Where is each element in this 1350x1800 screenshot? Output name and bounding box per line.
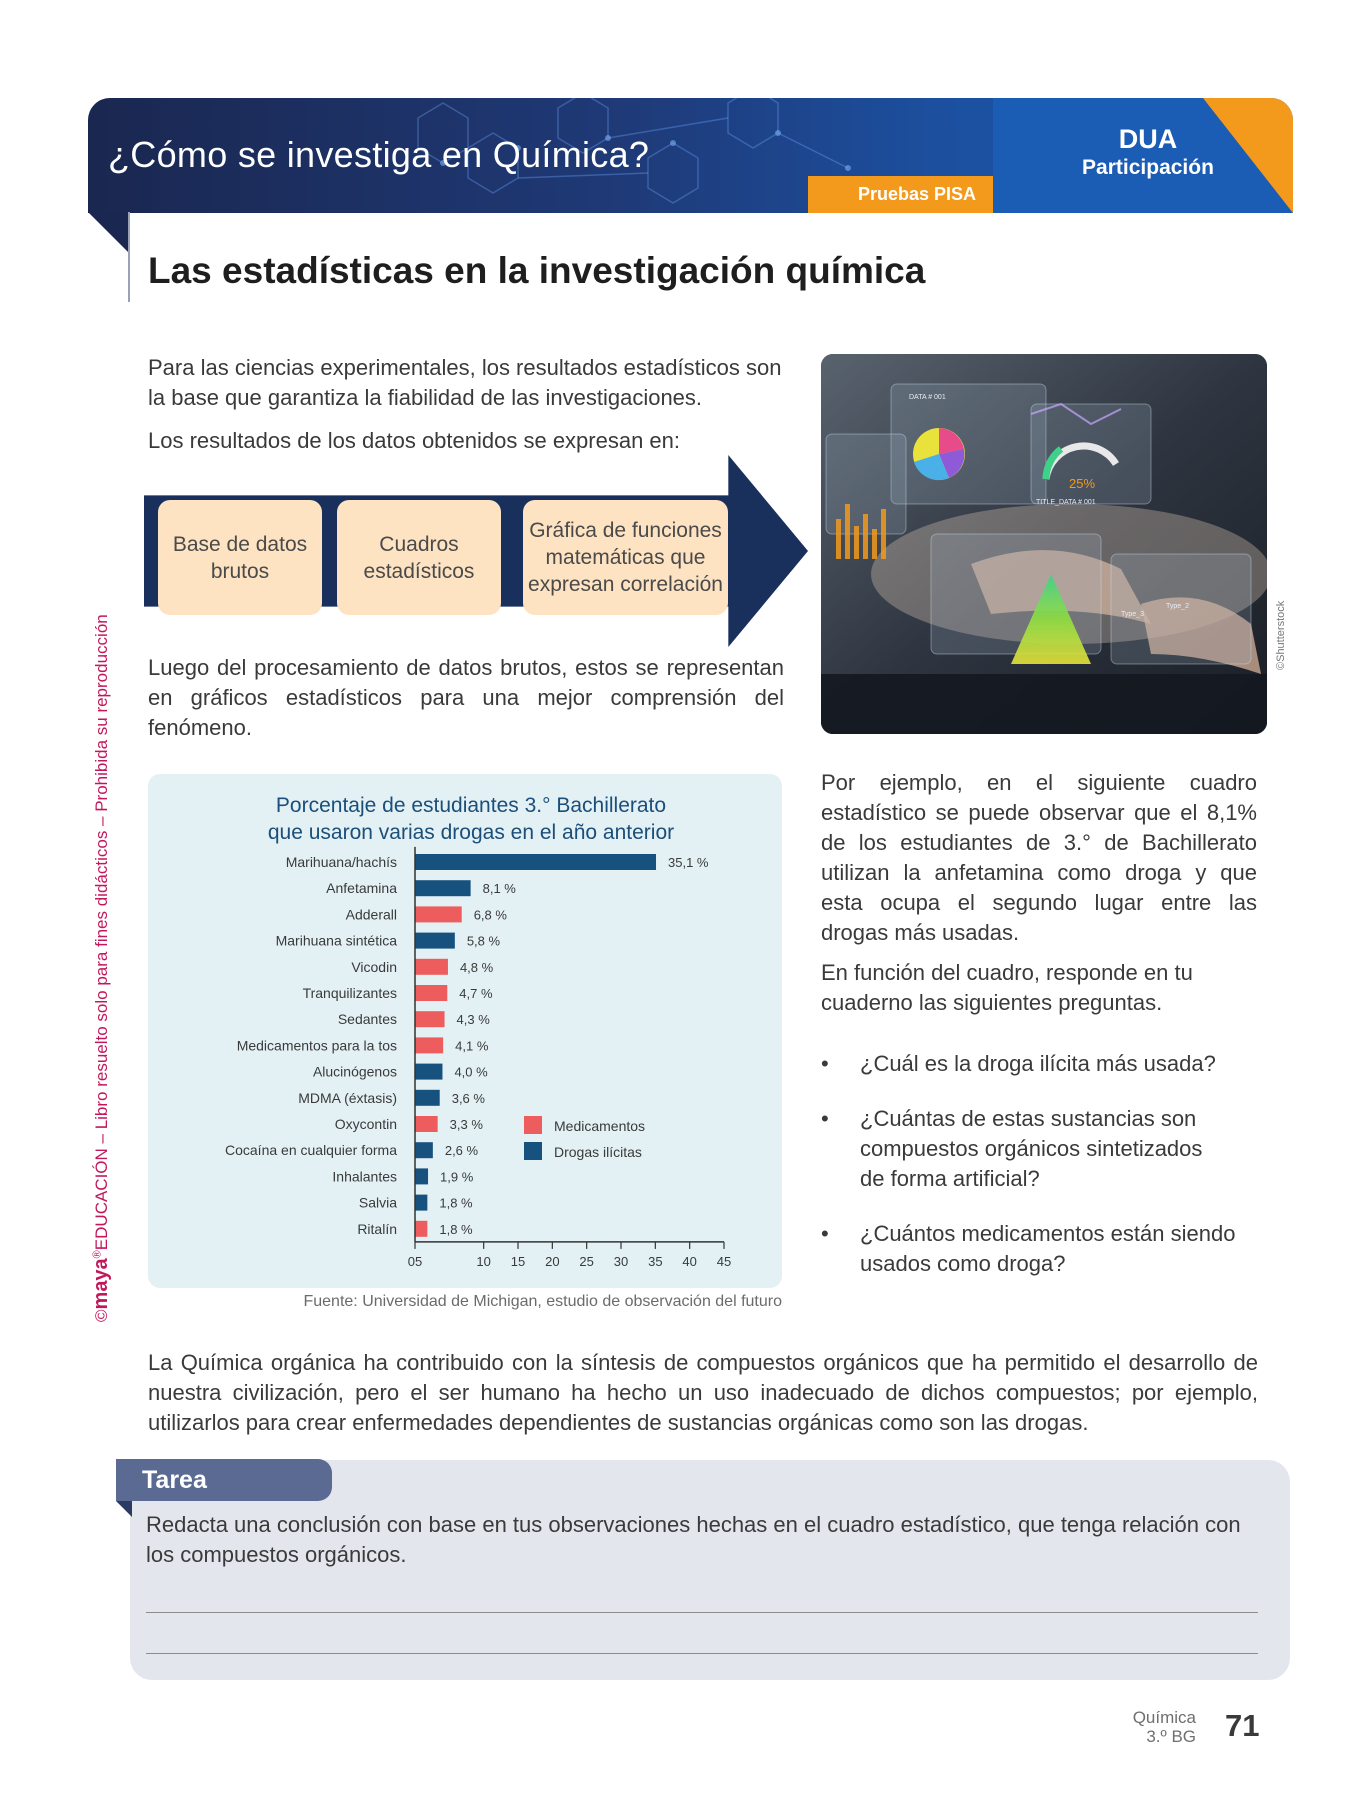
chart-bar <box>415 1195 427 1211</box>
chart-value-label: 1,9 % <box>440 1169 474 1185</box>
chart-value-label: 6,8 % <box>473 907 507 923</box>
copyright-notice: EDUCACIÓN – Libro resuelto solo para fines didácticos – Prohibida su reproducción <box>92 614 111 1251</box>
chart-x-tick-label: 45 <box>716 1253 732 1269</box>
header-fold <box>88 212 130 254</box>
example-paragraph: Por ejemplo, en el siguiente cuadro estadístico se puede observar que el 8,1% de los estudiantes de 3.° de Bachillerato utilizan la anfetamina como droga y que esta ocupa el segundo lugar entre las drogas más usadas. <box>821 770 1257 945</box>
chart-category-label: Vicodin <box>351 958 397 975</box>
chart-category-label: Oxycontin <box>334 1116 397 1132</box>
flow-box-graphs: Gráfica de funciones matemáticas que expresan correlación <box>523 500 728 615</box>
chart-x-tick-label: 25 <box>579 1253 594 1269</box>
chart-bar <box>415 1064 442 1080</box>
photo-screen-label-1: DATA # 001 <box>909 394 946 401</box>
chart-source: Fuente: Universidad de Michigan, estudio de observación del futuro <box>303 1293 782 1310</box>
chart-bar <box>415 1037 443 1053</box>
question-2: ¿Cuántas de estas sustancias son compuestos orgánicos sintetizados de forma artificial? <box>860 1106 1203 1191</box>
chart-bar <box>415 1221 427 1237</box>
dua-title: DUA <box>1118 124 1178 154</box>
processing-paragraph: Luego del procesamiento de datos brutos, estos se representan en gráficos estadísticos para una mejor comprensión del fenómeno. <box>148 655 784 740</box>
question-bullet: • <box>821 1051 829 1076</box>
chart-value-label: 4,8 % <box>459 959 494 975</box>
chart-bar <box>415 1142 433 1158</box>
flow-box-raw-data: Base de datos brutos <box>158 500 322 615</box>
tarea-label: Tarea <box>142 1466 207 1494</box>
chart-category-label: MDMA (éxtasis) <box>298 1089 397 1106</box>
photo-screen-label-3: Type_2 <box>1166 603 1189 610</box>
dua-subtitle: Participación <box>1082 156 1214 179</box>
tarea-instructions: Redacta una conclusión con base en tus observaciones hechas en el cuadro estadístico, que tenga relación con los compuestos orgánicos. <box>146 1512 1241 1567</box>
footer-subject-name: Química <box>1132 1708 1196 1727</box>
answer-intro-paragraph: En función del cuadro, responde en tu cuaderno las siguientes preguntas. <box>821 960 1193 1015</box>
chart-bar <box>415 985 447 1001</box>
chart-value-label: 4,7 % <box>459 986 493 1001</box>
chart-value-label: 8,1 % <box>482 881 516 897</box>
chart-x-tick-label: 30 <box>613 1253 629 1269</box>
pisa-tab-label: Pruebas PISA <box>858 184 977 204</box>
chart-bar <box>415 1116 438 1132</box>
chart-category-label: Alucinógenos <box>312 1063 397 1080</box>
chart-value-label: 3,6 % <box>451 1090 485 1106</box>
data-analytics-photo <box>821 354 1267 734</box>
intro-paragraph: Para las ciencias experimentales, los resultados estadísticos son la base que garantiza la fiabilidad de las investigaciones. <box>148 355 782 410</box>
organic-chemistry-paragraph: La Química orgánica ha contribuido con la síntesis de compuestos orgánicos que ha permitido el desarrollo de nuestra civilización, pero el ser humano ha hecho un uso inadecuado de dichos compuestos; por ejemplo, utilizarlos para crear enfermedades dependientes de sustancias orgánicas como son las drogas. <box>148 1350 1258 1435</box>
answer-line[interactable] <box>146 1653 1258 1654</box>
question-3: ¿Cuántos medicamentos están siendo usados como droga? <box>860 1221 1236 1276</box>
chart-category-label: Cocaína en cualquier forma <box>225 1142 397 1159</box>
chart-value-label: 1,8 % <box>439 1195 473 1211</box>
chart-category-label: Sedantes <box>337 1011 397 1028</box>
chart-value-label: 2,6 % <box>444 1143 479 1159</box>
chart-value-label: 4,1 % <box>455 1038 489 1054</box>
chart-title-line-2: que usaron varias drogas en el año anterior <box>267 821 675 844</box>
chart-x-tick-label: 05 <box>407 1253 423 1269</box>
chart-bar <box>415 959 448 975</box>
question-bullet: • <box>821 1106 829 1131</box>
chart-legend-label: Drogas ilícitas <box>554 1144 642 1160</box>
chart-x-tick-label: 20 <box>545 1253 560 1269</box>
photo-gauge-label: 25% <box>1069 476 1096 491</box>
brand-maya: maya <box>90 1258 112 1310</box>
header-banner <box>88 98 1293 213</box>
chart-legend-swatch <box>524 1142 542 1160</box>
chart-legend-swatch <box>524 1116 542 1134</box>
photo-screen-label-2: TITLE_DATA # 001 <box>1036 499 1096 506</box>
chart-x-tick-label: 35 <box>648 1253 663 1269</box>
chart-value-label: 1,8 % <box>439 1221 473 1237</box>
copyright-side-text <box>90 614 113 1322</box>
photo-screen-label-4: Type_3 <box>1121 611 1144 618</box>
chart-category-label: Marihuana sintética <box>275 932 397 949</box>
chart-category-label: Anfetamina <box>326 880 397 897</box>
chart-value-label: 3,3 % <box>449 1117 483 1132</box>
question-1: ¿Cuál es la droga ilícita más usada? <box>860 1051 1216 1076</box>
title-rule <box>128 212 130 302</box>
drug-usage-chart <box>148 774 782 1288</box>
footer-grade: 3.º BG <box>1146 1727 1196 1746</box>
chart-bar <box>415 1090 440 1106</box>
chapter-title: ¿Cómo se investiga en Química? <box>108 134 650 175</box>
chart-bar <box>415 1168 428 1184</box>
chart-category-label: Medicamentos para la tos <box>236 1037 397 1054</box>
chart-value-label: 4,0 % <box>454 1064 488 1080</box>
chart-value-label: 35,1 % <box>668 855 709 870</box>
chart-bar <box>415 854 656 870</box>
chart-category-label: Ritalín <box>357 1220 397 1237</box>
chart-value-label: 4,3 % <box>456 1012 490 1028</box>
chart-bar <box>415 1011 445 1027</box>
registered-symbol: ® <box>91 1250 104 1259</box>
chart-bar <box>415 933 455 949</box>
chart-x-tick-label: 15 <box>510 1253 526 1269</box>
page-number: 71 <box>1225 1708 1260 1743</box>
chart-category-label: Inhalantes <box>332 1168 397 1185</box>
chart-category-label: Adderall <box>345 906 397 923</box>
tarea-tab-fold <box>116 1501 132 1517</box>
answer-line[interactable] <box>146 1612 1258 1613</box>
chart-x-tick-label: 10 <box>476 1253 491 1269</box>
flow-box-tables: Cuadros estadísticos <box>337 500 501 615</box>
section-title: Las estadísticas en la investigación química <box>148 250 926 291</box>
chart-legend-label: Medicamentos <box>554 1118 646 1134</box>
copyright-symbol: © <box>92 1309 111 1322</box>
photo-illustration <box>821 354 1267 734</box>
chart-category-label: Salvia <box>358 1194 397 1211</box>
results-intro-paragraph: Los resultados de los datos obtenidos se expresan en: <box>148 428 681 453</box>
chart-value-label: 5,8 % <box>466 933 501 949</box>
chart-category-label: Marihuana/hachís <box>285 854 397 870</box>
footer-subject <box>1100 1708 1196 1746</box>
chart-title-line-1: Porcentaje de estudiantes 3.° Bachillerato <box>275 794 667 817</box>
question-bullet: • <box>821 1221 829 1246</box>
photo-credit: ©Shutterstock <box>1275 600 1287 670</box>
chart-category-label: Tranquilizantes <box>302 985 397 1001</box>
chart-bar <box>415 880 471 896</box>
chart-x-tick-label: 40 <box>682 1253 697 1269</box>
chart-bar <box>415 906 462 922</box>
